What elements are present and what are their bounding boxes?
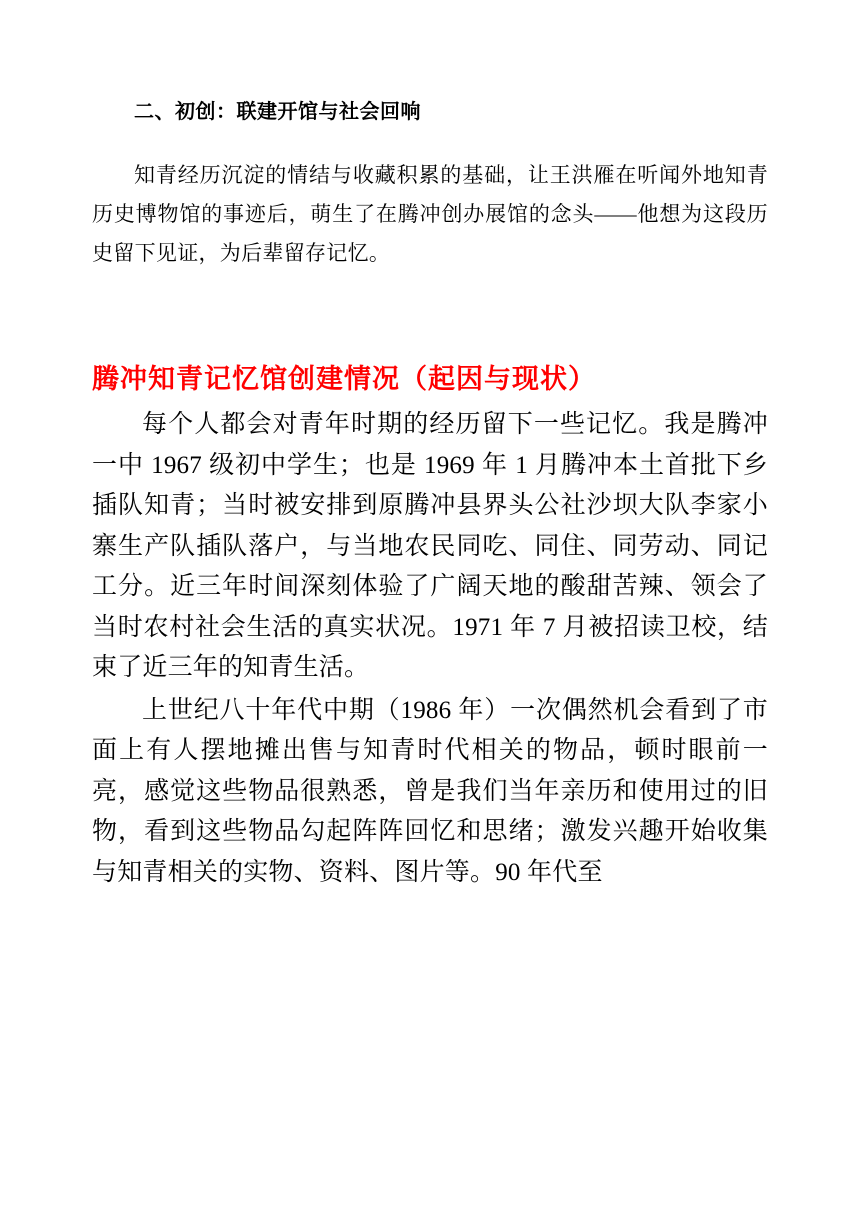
intro-paragraph: 知青经历沉淀的情结与收藏积累的基础，让王洪雁在听闻外地知青历史博物馆的事迹后，萌生了在腾冲创办展馆的念头——他想为这段历史留下见证，为后辈留存记忆。: [92, 163, 768, 265]
body-paragraph-2: 上世纪八十年代中期（1986 年）一次偶然机会看到了市面上有人摆地摊出售与知青时代相关的物品，顿时眼前一亮，感觉这些物品很熟悉，曾是我们当年亲历和使用过的旧物，看到这些物品勾起阵阵回忆和思绪；激发兴趣开始收集与知青相关的实物、资料、图片等。90 年代至: [92, 696, 768, 886]
section-heading: 二、初创：联建开馆与社会回响: [134, 101, 421, 123]
red-section-title: 腾冲知青记忆馆创建情况（起因与现状）: [92, 363, 596, 394]
vertical-spacer: [92, 273, 768, 359]
body-paragraph-1: 每个人都会对青年时期的经历留下一些记忆。我是腾冲一中 1967 级初中学生；也是 1969 年 1 月腾冲本土首批下乡插队知青；当时被安排到原腾冲县界头公社沙坝大队李家小寨生产队插队落户，与当地农民同吃、同住、同劳动、同记工分。近三年时间深刻体验了广阔天地的酸甜苦辣、领会了当时农村社会生活的真实状况。1971 年 7 月被招读卫校，结束了近三年的知青生活。: [92, 411, 768, 682]
